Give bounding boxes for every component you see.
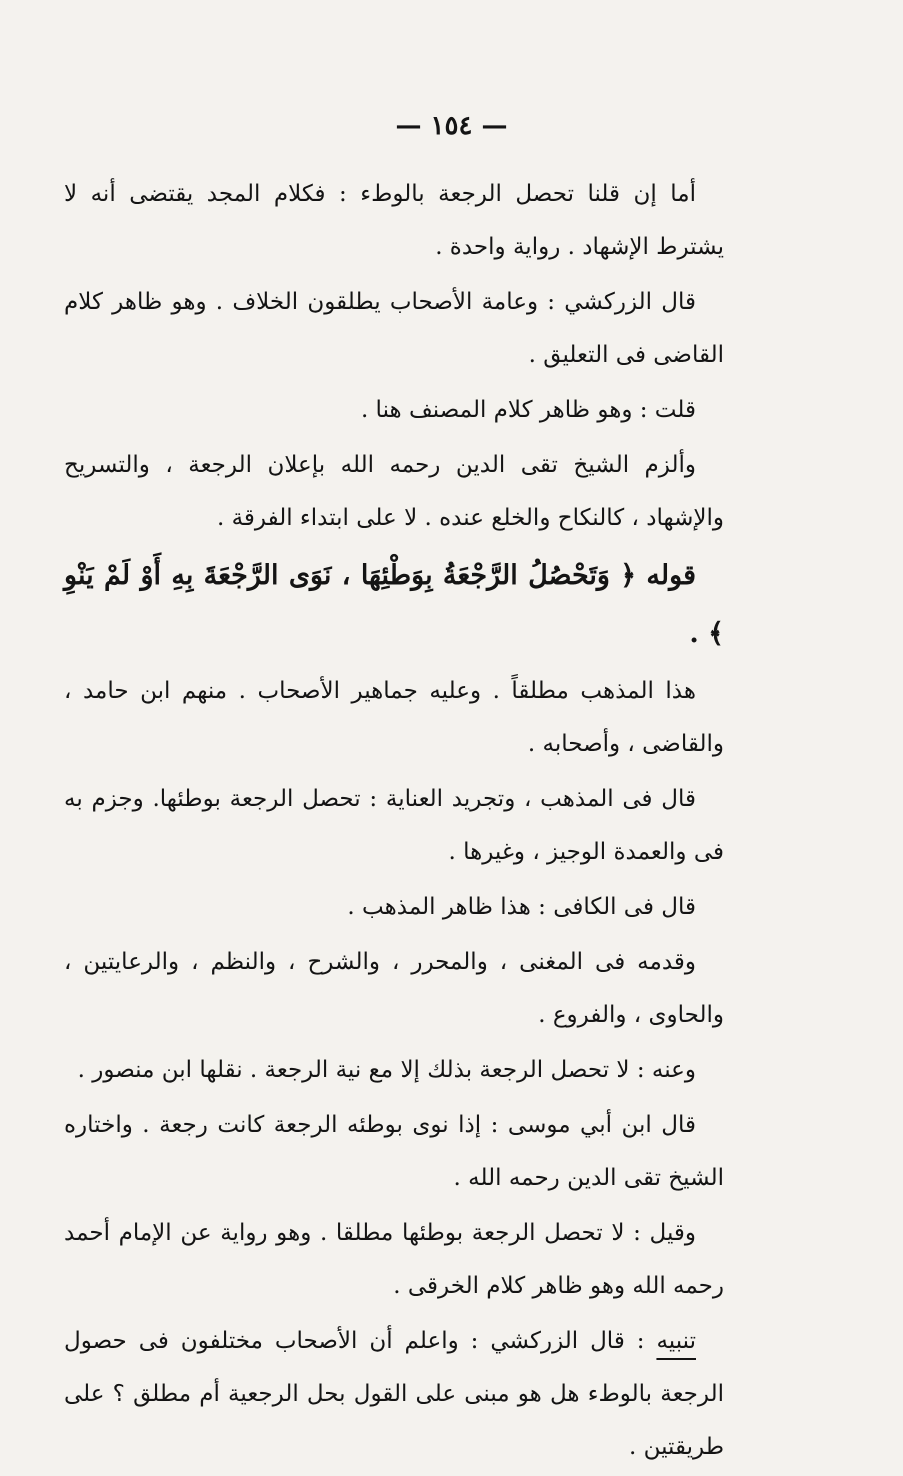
note-text: : قال الزركشي : واعلم أن الأصحاب مختلفون فى حصول الرجعة بالوطء هل هو مبنى على القول بحل الرجعية أم مطلق ؟ على طريقتين .: [64, 1328, 724, 1460]
paragraph-11: قال ابن أبي موسى : إذا نوى بوطئه الرجعة كانت رجعة . واختاره الشيخ تقى الدين رحمه الله .: [64, 1112, 724, 1191]
paragraph-12: وقيل : لا تحصل الرجعة بوطئها مطلقا . وهو رواية عن الإمام أحمد رحمه الله وهو ظاهر كلام الخرقى .: [64, 1220, 724, 1299]
paragraph-6: هذا المذهب مطلقاً . وعليه جماهير الأصحاب . منهم ابن حامد ، والقاضى ، وأصحابه .: [64, 678, 724, 757]
note-label: تنبيه: [656, 1328, 696, 1354]
paragraph-7: قال فى المذهب ، وتجريد العناية : تحصل الرجعة بوطئها. وجزم به فى والعمدة الوجيز ، وغيرها .: [64, 786, 724, 865]
paragraph-1: أما إن قلنا تحصل الرجعة بالوطء : فكلام المجد يقتضى أنه لا يشترط الإشهاد . رواية واحدة .: [64, 181, 724, 260]
note-paragraph: [64, 1315, 724, 1474]
quoted-verse-line: قوله ﴿ وَتَحْصُلُ الرَّجْعَةُ بِوَطْئِهَا ، نَوَى الرَّجْعَةَ بِهِ أَوْ لَمْ يَنْوِ ﴾ .: [64, 560, 724, 649]
paragraph-4: وألزم الشيخ تقى الدين رحمه الله بإعلان الرجعة ، والتسريح والإشهاد ، كالنكاح والخلع عنده . لا على ابتداء الفرقة .: [64, 452, 724, 531]
paragraph-9: وقدمه فى المغنى ، والمحرر ، والشرح ، والنظم ، والرعايتين ، والحاوى ، والفروع .: [64, 949, 724, 1028]
page-number: — ١٥٤ —: [395, 111, 508, 141]
body-text: [64, 168, 724, 1476]
paragraph-10: وعنه : لا تحصل الرجعة بذلك إلا مع نية الرجعة . نقلها ابن منصور .: [77, 1057, 696, 1083]
paragraph-2: قال الزركشي : وعامة الأصحاب يطلقون الخلاف . وهو ظاهر كلام القاضى فى التعليق .: [64, 289, 724, 368]
paragraph-3: قلت : وهو ظاهر كلام المصنف هنا .: [360, 397, 696, 423]
paragraph-8: قال فى الكافى : هذا ظاهر المذهب .: [347, 894, 696, 920]
